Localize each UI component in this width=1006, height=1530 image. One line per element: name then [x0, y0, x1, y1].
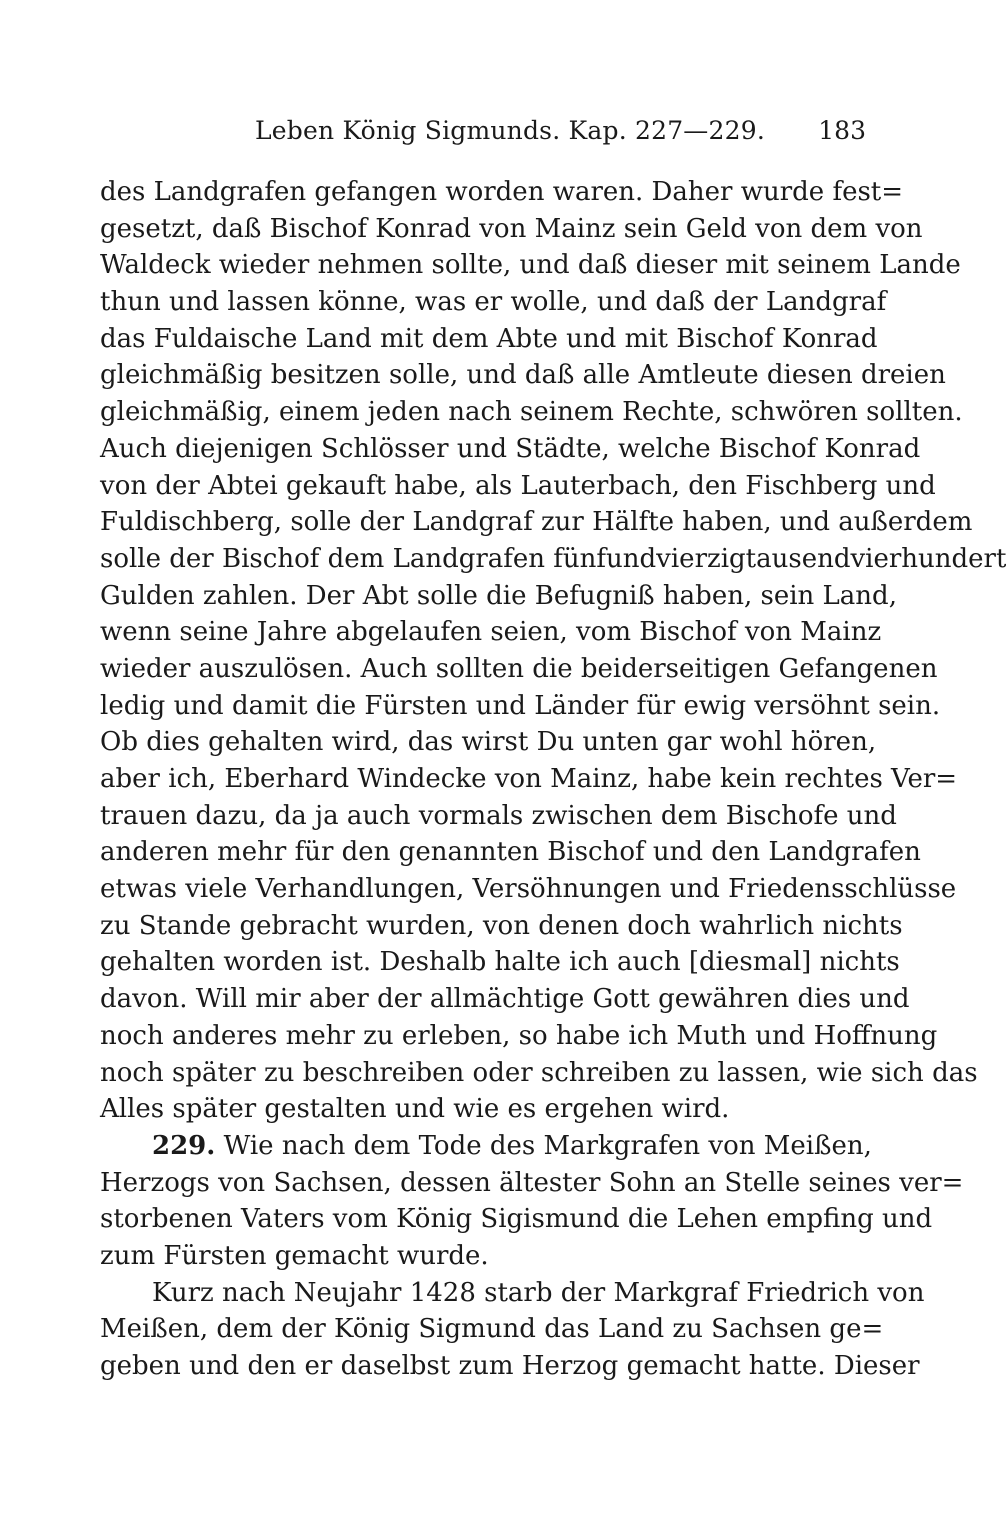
text-line: gleichmäßig besitzen solle, und daß alle Amtleute diesen dreien: [100, 360, 946, 391]
text-line: gleichmäßig, einem jeden nach seinem Rechte, schwören sollten.: [100, 397, 963, 428]
text-line: Waldeck wieder nehmen sollte, und daß dieser mit seinem Lande: [100, 250, 961, 281]
section-heading-line: zum Fürsten gemacht wurde.: [100, 1240, 489, 1271]
text-line: Alles später gestalten und wie es ergehen wird.: [100, 1094, 730, 1125]
text-line: Gulden zahlen. Der Abt solle die Befugniß haben, sein Land,: [100, 580, 897, 611]
text-line: trauen dazu, da ja auch vormals zwischen dem Bischofe und: [100, 800, 897, 831]
text-line: ledig und damit die Fürsten und Länder für ewig versöhnt sein.: [100, 690, 941, 721]
text-line: das Fuldaische Land mit dem Abte und mit Bischof Konrad: [100, 323, 878, 354]
section-number: 229.: [152, 1130, 216, 1161]
text-line: wieder auszulösen. Auch sollten die beiderseitigen Gefangenen: [100, 653, 938, 684]
text-line: geben und den er daselbst zum Herzog gemacht hatte. Dieser: [100, 1351, 920, 1381]
section-heading-line: Herzogs von Sachsen, dessen ältester Sohn an Stelle seines ver=: [100, 1167, 964, 1198]
text-line: gehalten worden ist. Deshalb halte ich auch [diesmal] nichts: [100, 947, 900, 978]
text-line: von der Abtei gekauft habe, als Lauterbach, den Fischberg und: [100, 470, 936, 501]
text-line: solle der Bischof dem Landgrafen fünfundvierzigtausendvierhundert: [100, 543, 1006, 574]
section-heading-text: Wie nach dem Tode des Markgrafen von Meißen,: [223, 1130, 872, 1161]
text-line: gesetzt, daß Bischof Konrad von Mainz sein Geld von dem von: [100, 213, 923, 244]
text-line: noch später zu beschreiben oder schreiben zu lassen, wie sich das: [100, 1057, 978, 1088]
text-line: wenn seine Jahre abgelaufen seien, vom Bischof von Mainz: [100, 617, 882, 648]
running-title: Leben König Sigmunds. Kap. 227—229.: [255, 116, 765, 145]
text-line: anderen mehr für den genannten Bischof und den Landgrafen: [100, 837, 921, 868]
text-line: Fuldischberg, solle der Landgraf zur Hälfte haben, und außerdem: [100, 507, 973, 538]
text-line: noch anderes mehr zu erleben, so habe ich Muth und Hoffnung: [100, 1020, 938, 1051]
section-heading-line: storbenen Vaters vom König Sigismund die Lehen empfing und: [100, 1204, 933, 1235]
text-line: des Landgrafen gefangen worden waren. Daher wurde fest=: [100, 177, 904, 207]
text-line: aber ich, Eberhard Windecke von Mainz, habe kein rechtes Ver=: [100, 764, 958, 794]
text-line: davon. Will mir aber der allmächtige Gott gewähren dies und: [100, 984, 910, 1015]
text-line: etwas viele Verhandlungen, Versöhnungen und Friedensschlüsse: [100, 874, 957, 905]
section-heading-line: [100, 1128, 872, 1165]
text-line: thun und lassen könne, was er wolle, und daß der Landgraf: [100, 287, 887, 318]
text-line: zu Stande gebracht wurden, von denen doch wahrlich nichts: [100, 910, 903, 941]
page-number: 183: [818, 116, 866, 145]
text-line: Auch diejenigen Schlösser und Städte, welche Bischof Konrad: [100, 433, 921, 464]
body-text: [100, 174, 1006, 1385]
running-head: [100, 116, 866, 152]
text-line: Kurz nach Neujahr 1428 starb der Markgraf Friedrich von: [152, 1277, 925, 1308]
text-line: Ob dies gehalten wird, das wirst Du unten gar wohl hören,: [100, 727, 877, 758]
text-line: Meißen, dem der König Sigmund das Land zu Sachsen ge=: [100, 1314, 884, 1345]
